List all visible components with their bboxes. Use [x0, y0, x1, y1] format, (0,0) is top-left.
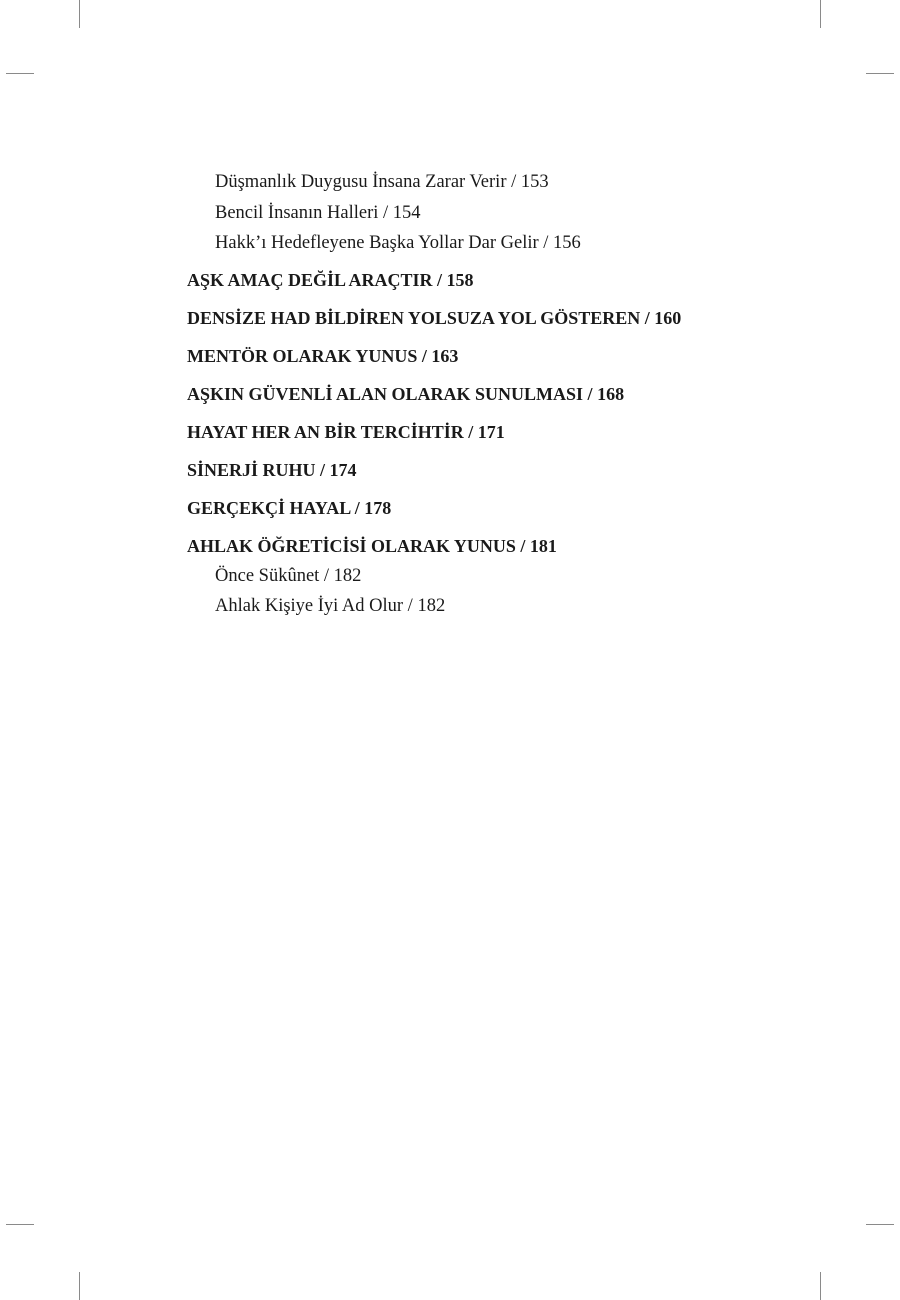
crop-mark — [6, 1224, 34, 1225]
crop-mark — [866, 73, 894, 74]
crop-mark — [820, 0, 821, 28]
toc-chapter-entry: DENSİZE HAD BİLDİREN YOLSUZA YOL GÖSTEREN / 160 — [187, 307, 682, 328]
toc-subentry: Önce Sükûnet / 182 — [215, 565, 362, 586]
toc-chapter-entry: MENTÖR OLARAK YUNUS / 163 — [187, 345, 459, 366]
crop-mark — [820, 1272, 821, 1300]
toc-chapter-entry: GERÇEKÇİ HAYAL / 178 — [187, 497, 392, 518]
toc-chapter-entry: SİNERJİ RUHU / 174 — [187, 459, 357, 480]
toc-chapter-entry: AHLAK ÖĞRETİCİSİ OLARAK YUNUS / 181 — [187, 535, 557, 556]
crop-mark — [866, 1224, 894, 1225]
toc-subentry: Bencil İnsanın Halleri / 154 — [215, 202, 421, 223]
crop-mark — [6, 73, 34, 74]
toc-chapter-entry: AŞK AMAÇ DEĞİL ARAÇTIR / 158 — [187, 269, 474, 290]
toc-chapter-entry: HAYAT HER AN BİR TERCİHTİR / 171 — [187, 421, 505, 442]
toc-subentry: Hakk’ı Hedefleyene Başka Yollar Dar Gelir / 156 — [215, 233, 581, 253]
toc-chapter-entry: AŞKIN GÜVENLİ ALAN OLARAK SUNULMASI / 168 — [187, 383, 625, 404]
toc-subentry: Düşmanlık Duygusu İnsana Zarar Verir / 153 — [215, 172, 549, 192]
toc-subentry: Ahlak Kişiye İyi Ad Olur / 182 — [215, 596, 446, 616]
crop-mark — [79, 1272, 80, 1300]
table-of-contents — [187, 170, 827, 625]
crop-mark — [79, 0, 80, 28]
